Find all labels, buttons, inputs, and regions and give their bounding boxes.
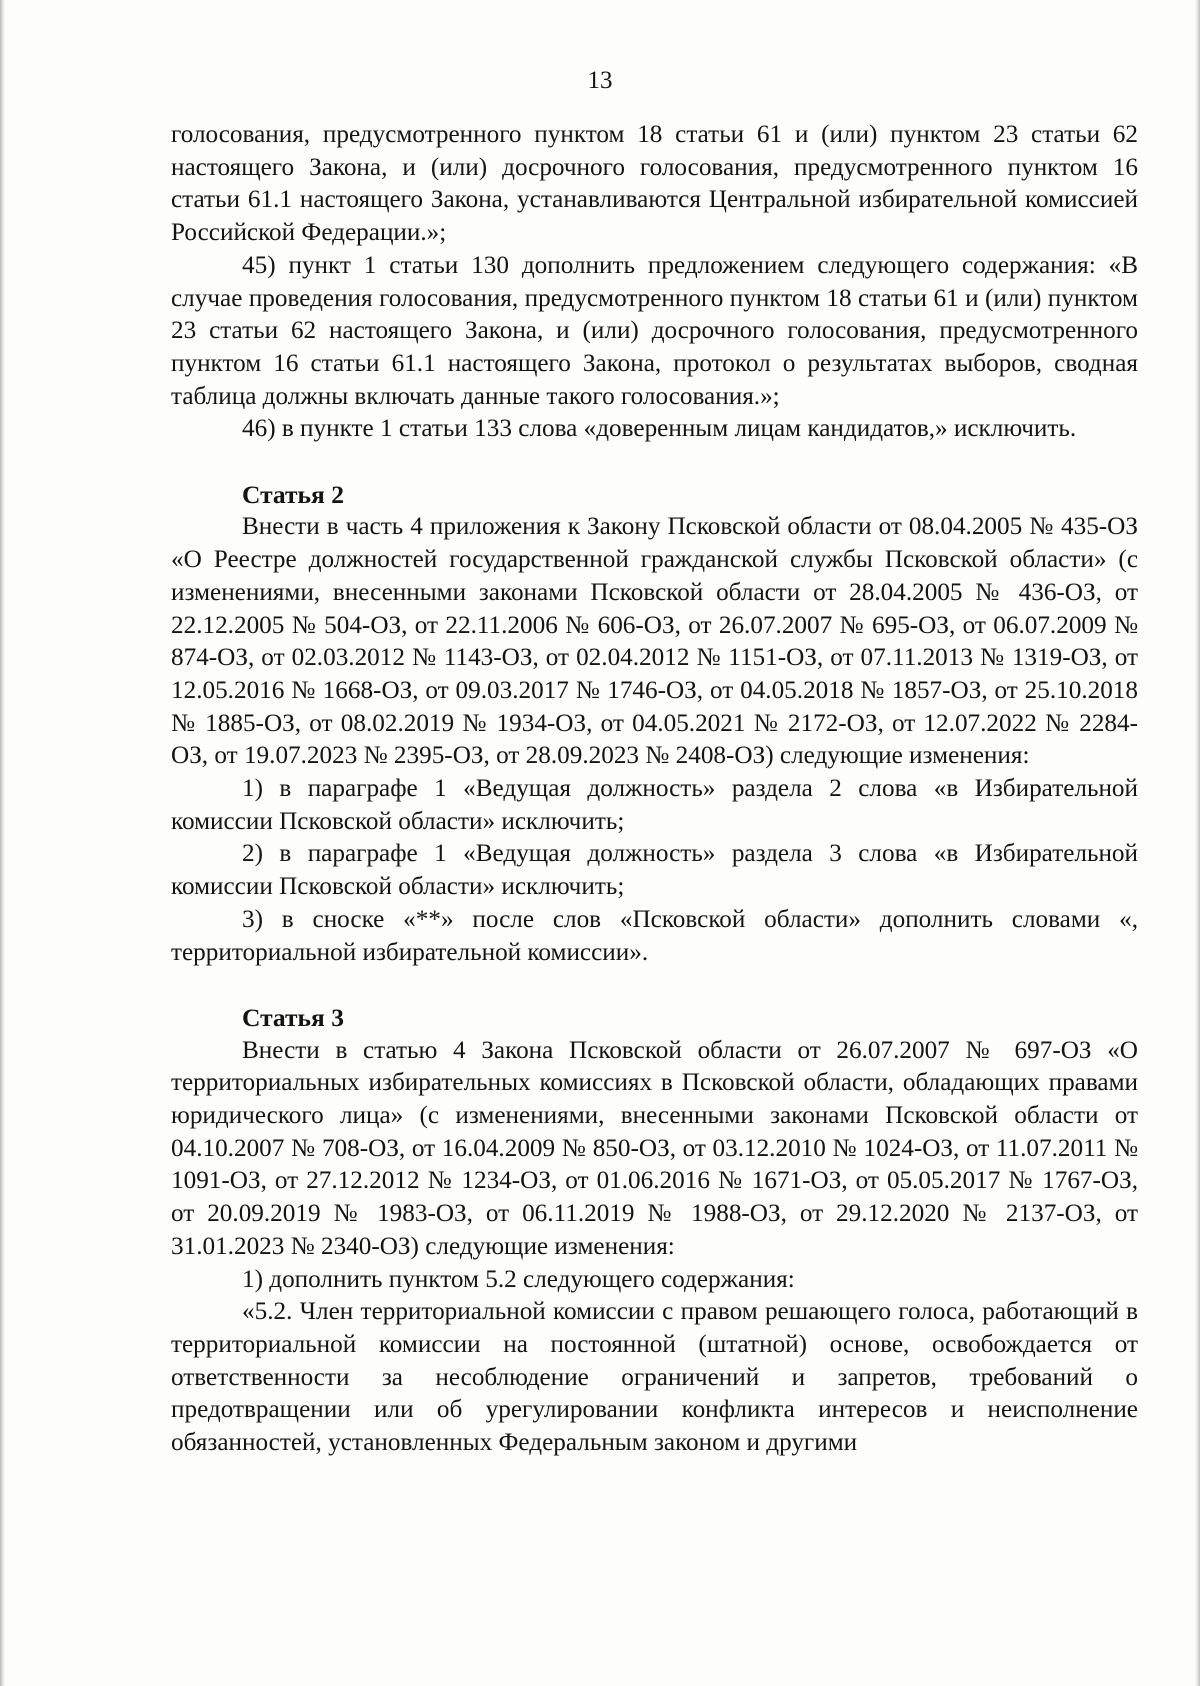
article-2-item-2: 2) в параграфе 1 «Ведущая должность» раздела 3 слова «в Избирательной комиссии Псковской области» исключить; [171, 840, 1138, 901]
section-spacer [171, 969, 1138, 1002]
article-3-item-1: 1) дополнить пунктом 5.2 следующего содержания: [242, 1265, 795, 1293]
article-3-intro: Внести в статью 4 Закона Псковской области от 26.07.2007 № 697-ОЗ «О территориальных избирательных комиссиях в Псковской области, обладающих правами юридического лица» (с изменениями, внесенными законами Псковской области от 04.10.2007 № 708-ОЗ, от 16.04.2009 № 850-ОЗ, от 03.12.2010 № 1024-ОЗ, от 11.07.2011 № 1091-ОЗ, от 27.12.2012 № 1234-ОЗ, от 01.06.2016 № 1671-ОЗ, от 05.05.2017 № 1767-ОЗ, от 20.09.2019 № 1983-ОЗ, от 06.11.2019 № 1988-ОЗ, от 29.12.2020 № 2137-ОЗ, от 31.01.2023 № 2340-ОЗ) следующие изменения: [171, 1036, 1138, 1260]
article-3-quote: «5.2. Член территориальной комиссии с правом решающего голоса, работающий в территориальной комиссии на постоянной (штатной) основе, освобождается от ответственности за несоблюдение ограничений и запретов, требований о предотвращении или об урегулировании конфликта интересов и неисполнение обязанностей, установленных Федеральным законом и другими [171, 1298, 1138, 1457]
article-2-heading: Статья 2 [242, 479, 344, 509]
article-2-item-3: 3) в сноске «**» после слов «Псковской области» дополнить словами «, территориальной избирательной комиссии». [171, 905, 1138, 966]
paragraph-item-46: 46) в пункте 1 статьи 133 слова «доверенным лицам кандидатов,» исключить. [242, 415, 1077, 443]
paragraph-item-45: 45) пункт 1 статьи 130 дополнить предложением следующего содержания: «В случае проведения голосования, предусмотренного пунктом 18 статьи 61 и (или) пунктом 23 статьи 62 настоящего Закона, и (или) досрочного голосования, предусмотренного пунктом 16 статьи 61.1 настоящего Закона, протокол о результатах выборов, сводная таблица должны включать данные такого голосования.»; [171, 251, 1138, 410]
scan-edge-left [0, 0, 5, 1686]
article-2-intro: Внести в часть 4 приложения к Закону Псковской области от 08.04.2005 № 435-ОЗ «О Реестре должностей государственной гражданской службы Псковской области» (с изменениями, внесенными законами Псковской области от 28.04.2005 № 436-ОЗ, от 22.12.2005 № 504-ОЗ, от 22.11.2006 № 606-ОЗ, от 26.07.2007 № 695-ОЗ, от 06.07.2009 № 874-ОЗ, от 02.03.2012 № 1143-ОЗ, от 02.04.2012 № 1151-ОЗ, от 07.11.2013 № 1319-ОЗ, от 12.05.2016 № 1668-ОЗ, от 09.03.2017 № 1746-ОЗ, от 04.05.2018 № 1857-ОЗ, от 25.10.2018 № 1885-ОЗ, от 08.02.2019 № 1934-ОЗ, от 04.05.2021 № 2172-ОЗ, от 12.07.2022 № 2284-ОЗ, от 19.07.2023 № 2395-ОЗ, от 28.09.2023 № 2408-ОЗ) следующие изменения: [171, 513, 1138, 770]
article-3-heading: Статья 3 [242, 1002, 344, 1032]
page-number: 13 [587, 67, 613, 94]
scan-edge-right [1195, 0, 1200, 1686]
article-2-item-1: 1) в параграфе 1 «Ведущая должность» раздела 2 слова «в Избирательной комиссии Псковской области» исключить; [171, 775, 1138, 835]
paragraph-continuation: голосования, предусмотренного пунктом 18 статьи 61 и (или) пунктом 23 статьи 62 настоящего Закона, и (или) досрочного голосования, предусмотренного пунктом 16 статьи 61.1 настоящего Закона, устанавливаются Центральной избирательной комиссией Российской Федерации.»; [171, 121, 1138, 247]
document-body [171, 119, 1138, 1460]
section-spacer [171, 446, 1138, 479]
